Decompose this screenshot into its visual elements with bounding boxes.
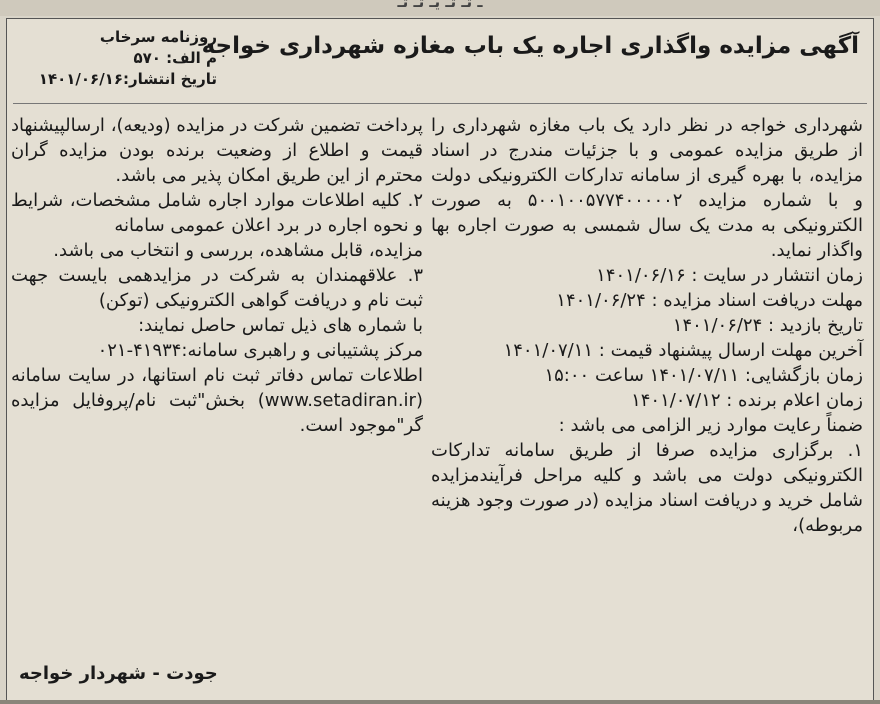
requirement-1-continued: پرداخت تضمین شرکت در مزایده (ودیعه)، ارسالپیشنهاد قیمت و اطلاع از وضعیت برنده بودن مزایده گران محترم از این طریق امکان پذیر می باشد.	[11, 115, 423, 186]
winner-announcement: زمان اعلام برنده : ۱۴۰۱/۰۷/۱۲	[631, 390, 863, 411]
bid-deadline: آخرین مهلت ارسال پیشنهاد قیمت : ۱۴۰۱/۰۷/۱۱	[503, 340, 863, 361]
newspaper-name: روزنامه سرخاب	[99, 28, 217, 46]
header-divider	[13, 103, 867, 104]
requirement-1: ۱. برگزاری مزایده صرفا از طریق سامانه تدارکات الکترونیکی دولت می باشد و کلیه مراحل فرآیندمزایده شامل خرید و دریافت اسناد مزایده (در صورت وجود هزینه مربوطه)،	[431, 440, 863, 536]
requirements-heading: ضمناً رعایت موارد زیر الزامی می باشد :	[558, 415, 863, 436]
previous-ad-strip	[0, 0, 880, 16]
publish-date: تاریخ انتشار:۱۴۰۱/۰۶/۱۶	[38, 70, 217, 88]
notice-body-left-column	[11, 113, 423, 438]
notice-title: آگهی مزایده واگذاری اجاره یک باب مغازه شهرداری خواجه	[201, 33, 859, 59]
documents-deadline: مهلت دریافت اسناد مزایده : ۱۴۰۱/۰۶/۲۴	[556, 290, 863, 311]
contact-instruction: با شماره های ذیل تماس حاصل نمایند:	[138, 315, 423, 336]
notice-header	[7, 19, 873, 101]
requirement-2-continued: مزایده، قابل مشاهده، بررسی و انتخاب می باشد.	[53, 240, 423, 261]
requirement-2: ۲. کلیه اطلاعات موارد اجاره شامل مشخصات، شرایط و نحوه اجاره در برد اعلان عمومی سامانه	[11, 190, 423, 236]
support-center-phone: مرکز پشتیبانی و راهبری سامانه:۴۱۹۳۴-۰۲۱	[97, 340, 423, 361]
auction-notice	[6, 18, 874, 704]
page-bottom-edge	[0, 700, 880, 704]
opening-time: زمان بازگشایی: ۱۴۰۱/۰۷/۱۱ ساعت ۱۵:۰۰	[544, 365, 863, 386]
intro-paragraph: شهرداری خواجه در نظر دارد یک باب مغازه شهرداری را از طریق مزایده عمومی و با جزئیات مندرج در اسناد مزایده، با بهره گیری از سامانه تدارکات الکترونیکی دولت و با شماره مزایده ۵۰۰۱۰۰۵۷۷۴۰۰۰۰۰۲ به صورت الکترونیکی به مدت یک سال شمسی به صورت اجاره بها واگذار نماید.	[431, 115, 863, 261]
publication-info	[17, 27, 217, 90]
registration-offices-info: اطلاعات تماس دفاتر ثبت نام استانها، در سایت سامانه (www.setadiran.ir) بخش"ثبت نام/پروفایل مزایده گر"موجود است.	[11, 365, 423, 436]
notice-body-right-column	[431, 113, 863, 538]
visit-date: تاریخ بازدید : ۱۴۰۱/۰۶/۲۴	[672, 315, 863, 336]
requirement-3: ۳. علاقهمندان به شرکت در مزایدهمی بایست جهت ثبت نام و دریافت گواهی الکترونیکی (توکن)	[11, 265, 423, 311]
site-publish-time: زمان انتشار در سایت : ۱۴۰۱/۰۶/۱۶	[596, 265, 863, 286]
ad-code: م الف: ۵۷۰	[133, 49, 217, 67]
previous-ad-text: ـ تـ تـ يـ تـ تـ	[397, 0, 483, 11]
signature: جودت - شهردار خواجه	[19, 663, 218, 684]
